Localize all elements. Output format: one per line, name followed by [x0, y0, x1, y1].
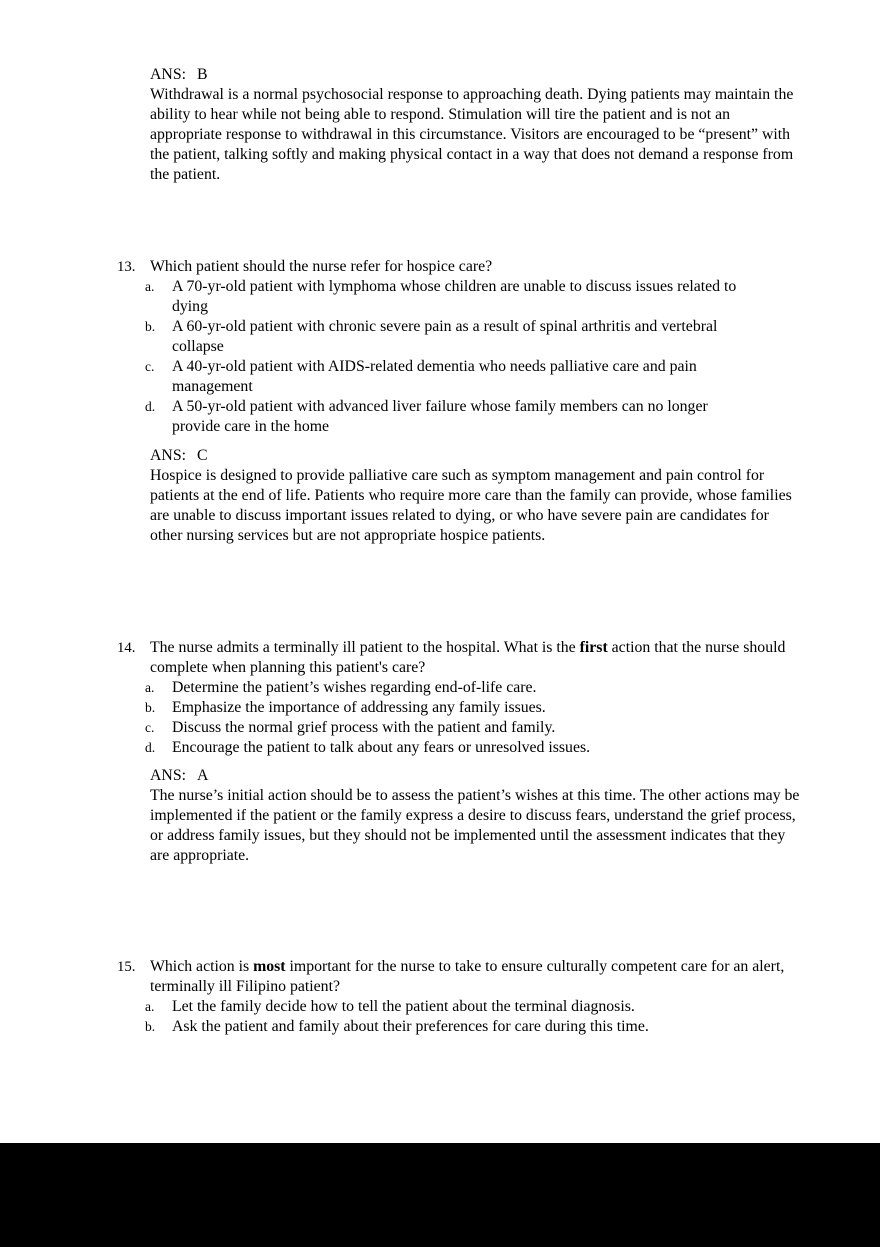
answer-label: ANS:: [150, 447, 186, 464]
question-stem: [117, 638, 880, 678]
option-letter: a.: [145, 279, 155, 294]
option-row-a: [145, 678, 880, 698]
option-letter: c.: [145, 720, 155, 735]
option-row-d: [145, 738, 880, 758]
option-row-b: [145, 698, 880, 718]
option-row-a: [145, 997, 880, 1017]
option-letter: d.: [145, 740, 156, 755]
option-letter: b.: [145, 1019, 156, 1034]
option-row-c: [145, 718, 880, 738]
question-text-part: important for the nurse to take to ensure culturally competent care for an alert, terminally ill Filipino patient?: [150, 958, 785, 995]
question-text-part: Which patient should the nurse refer for hospice care?: [150, 258, 493, 275]
option-letter: c.: [145, 359, 155, 374]
answer-letter: C: [197, 447, 208, 464]
option-text: A 50-yr-old patient with advanced liver failure whose family members can no longer provide care in the home: [172, 398, 708, 435]
question-15: [0, 957, 880, 1037]
option-text: Let the family decide how to tell the patient about the terminal diagnosis.: [172, 998, 635, 1015]
question-bold-word: first: [579, 639, 608, 656]
question-14: [0, 638, 880, 758]
question-number: 13.: [117, 259, 136, 275]
question-stem: [117, 957, 880, 997]
option-text: Encourage the patient to talk about any fears or unresolved issues.: [172, 739, 591, 756]
question-text: [150, 638, 798, 678]
answer-letter: A: [197, 767, 209, 784]
option-letter: b.: [145, 700, 156, 715]
answer-rationale: Withdrawal is a normal psychosocial response to approaching death. Dying patients may maintain the ability to hear while not being able to respond. Stimulation will tire the patient and is not an appropriate response to withdrawal in this circumstance. Visitors are encouraged to be “present” with the patient, talking softly and making physical contact in a way that does not demand a response from the patient.: [150, 86, 794, 183]
option-text: Ask the patient and family about their preferences for care during this time.: [172, 1018, 649, 1035]
answer-rationale: Hospice is designed to provide palliative care such as symptom management and pain control for patients at the end of life. Patients who require more care than the family can provide, whose families are unable to discuss important issues related to dying, or who have severe pain are candidates for other nursing services but are not appropriate hospice patients.: [150, 467, 792, 544]
option-text: A 70-yr-old patient with lymphoma whose children are unable to discuss issues related to dying: [172, 278, 737, 315]
answer-line: [150, 65, 805, 85]
question-text: [150, 257, 798, 277]
option-letter: a.: [145, 999, 155, 1014]
bottom-black-bar: [0, 1143, 880, 1247]
answer-rationale: The nurse’s initial action should be to assess the patient’s wishes at this time. The other actions may be implemented if the patient or the family express a desire to discuss fears, understand the grief process, or address family issues, but they should not be implemented until the assessment indicates that they are appropriate.: [150, 787, 800, 864]
option-text: Emphasize the importance of addressing any family issues.: [172, 699, 546, 716]
answer-line: [150, 446, 805, 466]
answer-letter: B: [197, 66, 208, 83]
question-number: 14.: [117, 640, 136, 656]
question-text-part: Which action is: [150, 958, 254, 975]
option-row-c: [145, 357, 880, 397]
answer-block-q13: [150, 446, 805, 546]
option-row-a: [145, 277, 880, 317]
question-bold-word: most: [253, 958, 286, 975]
answer-block-carryover: [150, 65, 805, 185]
question-stem: [117, 257, 880, 277]
question-13: [0, 257, 880, 437]
option-row-b: [145, 317, 880, 357]
option-text: Determine the patient’s wishes regarding end-of-life care.: [172, 679, 537, 696]
question-text-part: The nurse admits a terminally ill patient to the hospital. What is the: [150, 639, 580, 656]
answer-line: [150, 766, 805, 786]
question-text: [150, 957, 798, 997]
question-text-part: action that the nurse should complete when planning this patient's care?: [150, 639, 786, 676]
option-letter: a.: [145, 680, 155, 695]
option-text: Discuss the normal grief process with the patient and family.: [172, 719, 556, 736]
answer-block-q14: [150, 766, 805, 866]
option-letter: d.: [145, 399, 156, 414]
answer-label: ANS:: [150, 767, 186, 784]
option-row-b: [145, 1017, 880, 1037]
option-row-d: [145, 397, 880, 437]
option-text: A 40-yr-old patient with AIDS-related dementia who needs palliative care and pain management: [172, 358, 697, 395]
answer-label: ANS:: [150, 66, 186, 83]
option-letter: b.: [145, 319, 156, 334]
question-number: 15.: [117, 959, 136, 975]
option-text: A 60-yr-old patient with chronic severe pain as a result of spinal arthritis and vertebral collapse: [172, 318, 718, 355]
